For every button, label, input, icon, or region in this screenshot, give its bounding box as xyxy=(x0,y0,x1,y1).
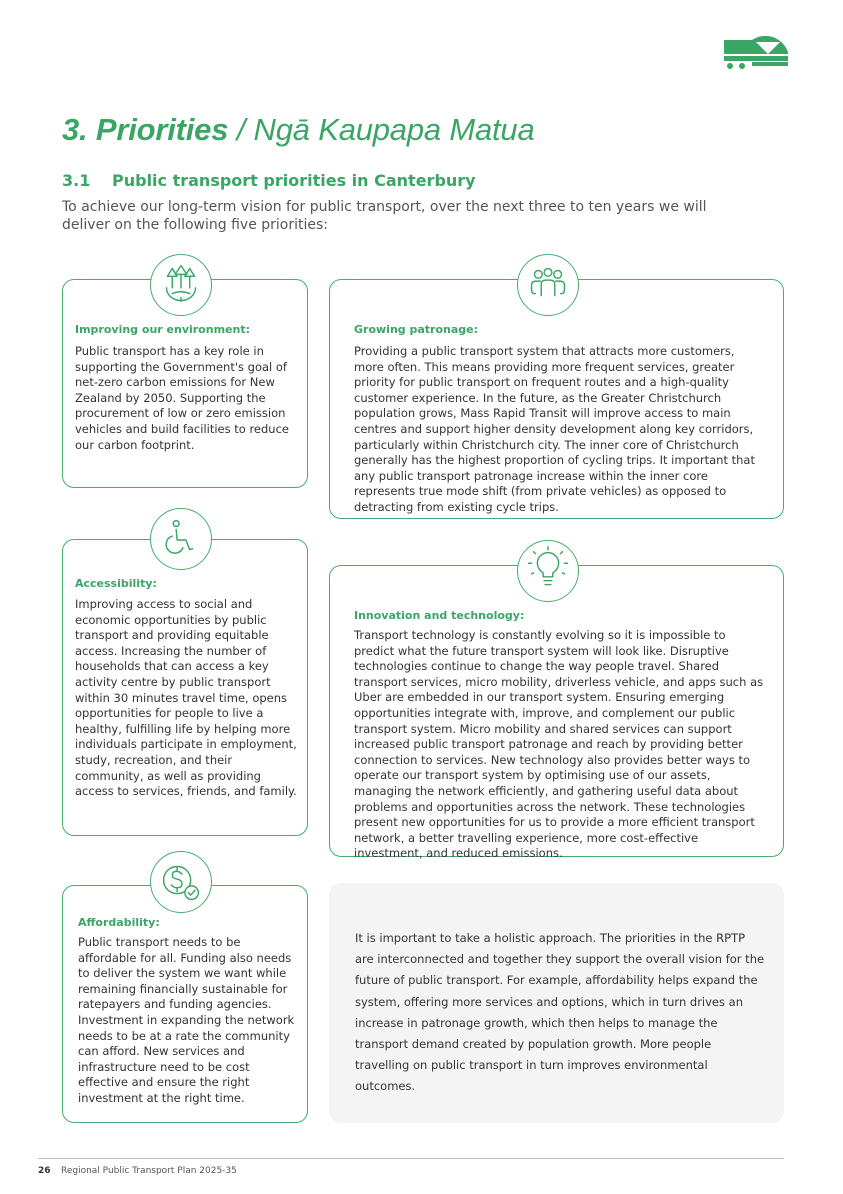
title-main: 3. Priorities xyxy=(62,112,229,147)
priority-title: Improving our environment: xyxy=(75,323,250,336)
section-intro: To achieve our long-term vision for public transport, over the next three to ten years we will deliver on the following five priorities: xyxy=(62,199,707,233)
note-text: It is important to take a holistic approach. The priorities in the RPTP are interconnected and together they support the overall vision for the future of public transport. For example, affordability helps expand the system, offering more services and options, which in turn drives an increase in patronage growth, which then helps to manage the transport demand created by population growth. More people travelling on public transport in turn improves environmental outcomes. xyxy=(355,931,765,1094)
dollar-check-icon xyxy=(150,851,212,913)
priority-body: Public transport has a key role in supporting the Government's goal of net-zero carbon emissions for New Zealand by 2050. Supporting the procurement of low or zero emission vehicles and build facilities to reduce our carbon footprint. xyxy=(75,344,289,452)
section-title: Public transport priorities in Canterbury xyxy=(112,171,476,190)
priority-title: Affordability: xyxy=(78,916,160,929)
holistic-approach-note xyxy=(329,883,784,1123)
people-group-icon xyxy=(517,254,579,316)
trees-globe-icon xyxy=(150,254,212,316)
priority-card-accessibility xyxy=(62,539,308,836)
priority-body: Providing a public transport system that attracts more customers, more often. This means providing more frequent services, greater priority for public transport on frequent routes and a high-quality customer experience. In the future, as the Greater Christchurch population grows, Mass Rapid Transit will improve access to main centres and support higher density development along key corridors, particularly within Christchurch city. The inner core of Christchurch generally has the highest proportion of cycling trips. It important that any public transport patronage increase within the inner core represents true mode shift (from private vehicles) as opposed to detracting from existing cycle trips. xyxy=(354,344,755,514)
priority-title: Growing patronage: xyxy=(354,323,479,336)
priority-card-innovation xyxy=(329,565,784,861)
title-separator: / xyxy=(236,112,246,147)
priority-card-patronage xyxy=(329,279,784,519)
title-maori: Ngā Kaupapa Matua xyxy=(253,112,535,147)
priority-body: Transport technology is constantly evolving so it is impossible to predict what the future transport system will look like. Disruptive technologies continue to change the way people travel. Shared transport services, micro mobility, driverless vehicle, and apps such as Uber are embedded in our transport system. Ensuring emerging opportunities integrate with, improve, and complement our public transport system. Micro mobility and shared services can support increased public transport patronage and reach by providing better connection to services. New technology also provides better ways to operate our transport system by optimising use of our assets, managing the network efficiently, and gathering useful data about problems and opportunities across the network. These technologies present new opportunities for us to provide a more efficient transport network, a better travelling experience, more cost-effective investment, and reduced emissions. xyxy=(354,628,764,861)
priority-body: Improving access to social and economic opportunities by public transport and providing equitable access. Increasing the number of households that can access a key activity centre by public transport within 30 minutes travel time, opens opportunities for people to live a healthy, fulfilling life by helping more individuals participate in employment, study, recreation, and their community, as well as providing access to services, friends, and family. xyxy=(75,597,297,799)
wheelchair-icon xyxy=(150,508,212,570)
section-number: 3.1 xyxy=(62,171,91,190)
document-title: Regional Public Transport Plan 2025-35 xyxy=(61,1166,237,1176)
regional-transport-logo-icon xyxy=(722,26,790,70)
page-number: 26 xyxy=(38,1166,51,1176)
lightbulb-icon xyxy=(517,540,579,602)
page-title xyxy=(62,112,535,148)
priority-title: Accessibility: xyxy=(75,577,157,590)
priority-card-affordability xyxy=(62,885,308,1123)
priority-body: Public transport needs to be affordable for all. Funding also needs to deliver the system we want while remaining financially sustainable for ratepayers and funding agencies. Investment in expanding the network needs to be at a rate the community can afford. New services and infrastructure need to be cost effective and ensure the right investment at the right time. xyxy=(78,935,295,1105)
priority-title: Innovation and technology: xyxy=(354,609,525,622)
footer-divider xyxy=(38,1158,784,1159)
